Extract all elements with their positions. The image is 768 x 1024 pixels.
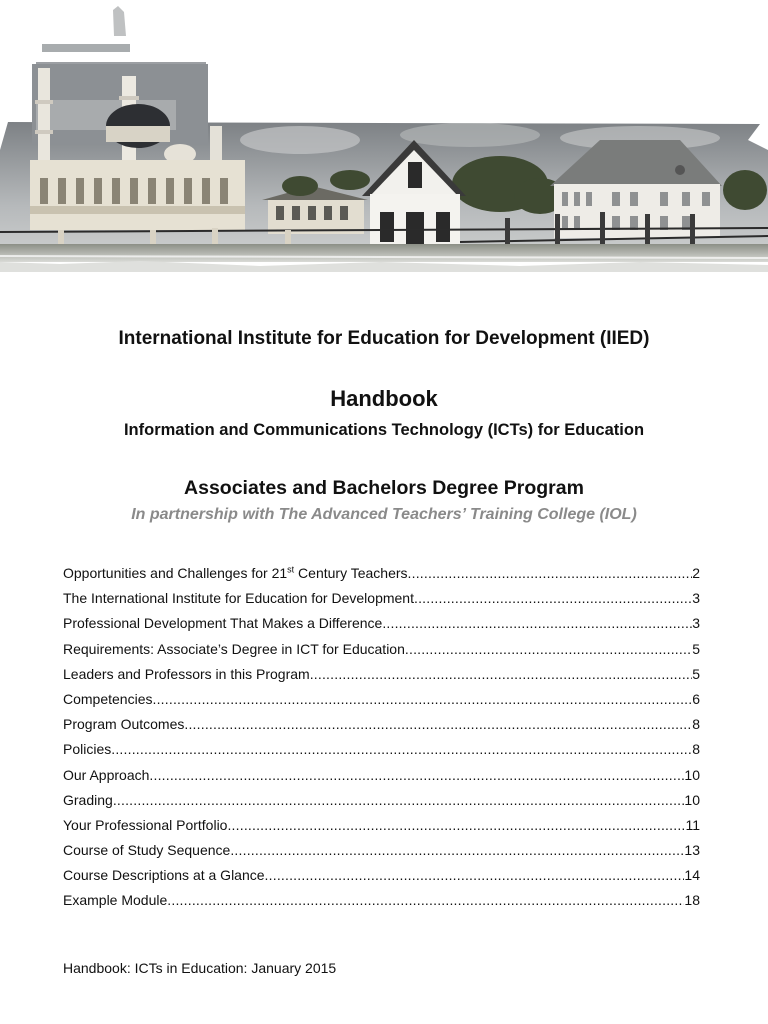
toc-entry[interactable] [63,817,700,842]
toc-entry[interactable] [63,716,700,741]
toc-dot-leader [405,641,692,657]
toc-page-number: 8 [692,716,700,733]
toc-dot-leader [414,590,692,606]
toc-page-number: 6 [692,690,700,707]
toc-page-number: 14 [684,867,700,884]
toc-entry[interactable] [63,590,700,615]
toc-entry-title: Course Descriptions at a Glance [63,867,265,884]
toc-entry[interactable] [63,666,700,691]
toc-dot-leader [382,615,692,631]
toc-entry[interactable] [63,767,700,792]
toc-entry-title: Program Outcomes [63,716,185,733]
program-title: Associates and Bachelors Degree Program [184,477,584,499]
toc-page-number: 8 [692,741,700,758]
toc-dot-leader [111,741,692,757]
toc-entry-title: Your Professional Portfolio [63,816,228,833]
toc-dot-leader [310,666,693,682]
toc-entry-title: Our Approach [63,766,150,783]
toc-dot-leader [227,817,685,833]
toc-entry[interactable] [63,867,700,892]
toc-entry-title: The International Institute for Education for Development [63,590,414,607]
toc-entry-title: Leaders and Professors in this Program [63,665,310,682]
toc-dot-leader [149,767,684,783]
toc-dot-leader [153,691,693,707]
toc-page-number: 2 [692,565,700,581]
page-footer: Handbook: ICTs in Education: January 2015 [63,960,337,976]
toc-entry-title: Course of Study Sequence [63,842,231,859]
toc-page-number: 13 [684,842,700,859]
handbook-title: Handbook [330,386,438,411]
partnership-line: In partnership with The Advanced Teachers’ Training College (IOL) [131,506,637,523]
toc-page-number: 5 [692,665,700,682]
toc-page-number: 3 [692,615,700,632]
toc-entry[interactable] [63,792,700,817]
toc-page-number: 11 [685,816,700,833]
toc-page-number: 5 [692,640,700,657]
toc-page-number: 18 [684,892,700,909]
toc-entry[interactable] [63,565,700,590]
toc-page-number: 3 [692,590,700,607]
toc-entry-title: Example Module [63,892,168,909]
toc-dot-leader [230,842,684,858]
toc-entry[interactable] [63,691,700,716]
toc-entry-title: Competencies [63,690,153,707]
toc-entry-title: Grading [63,791,113,808]
toc-entry-title: Policies [63,741,112,758]
table-of-contents [63,565,700,918]
toc-page-number: 10 [684,791,700,808]
toc-entry[interactable] [63,741,700,766]
toc-dot-leader [167,892,684,908]
toc-entry-title: Opportunities and Challenges for 21st Century Teachers [63,564,408,581]
toc-entry-title: Professional Development That Makes a Difference [63,615,383,632]
toc-dot-leader [184,716,692,732]
toc-dot-leader [265,867,685,883]
toc-entry[interactable] [63,641,700,666]
toc-entry[interactable] [63,892,700,917]
toc-entry[interactable] [63,842,700,867]
header-banner-image [0,0,768,280]
toc-entry[interactable] [63,615,700,640]
organization-title: International Institute for Education for Development (IIED) [118,328,650,349]
toc-page-number: 10 [684,766,700,783]
toc-dot-leader [408,565,693,581]
handbook-subtitle: Information and Communications Technology (ICTs) for Education [123,421,645,439]
toc-dot-leader [113,792,685,808]
toc-entry-title: Requirements: Associate’s Degree in ICT for Education [63,640,405,657]
